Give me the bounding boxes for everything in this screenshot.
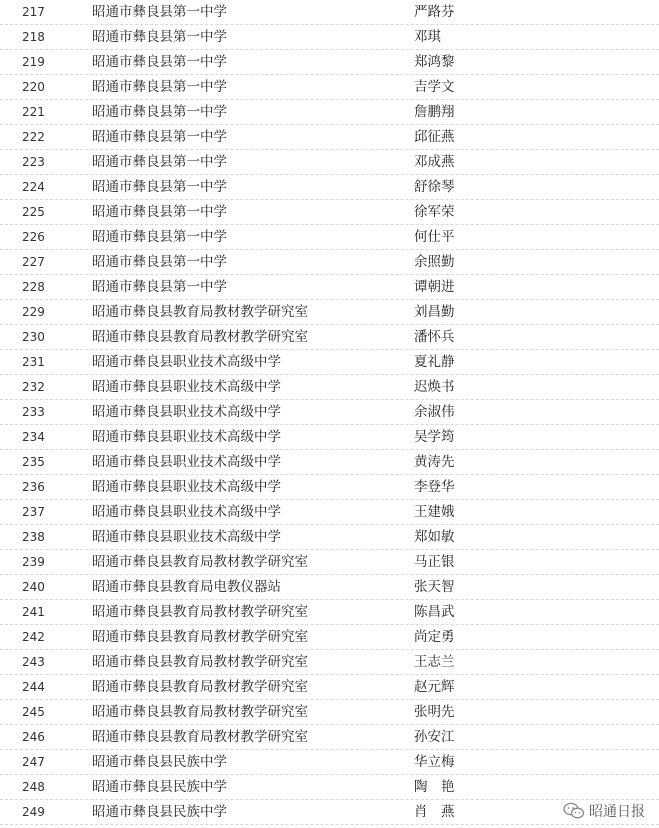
row-name: 余照勤 (414, 254, 455, 270)
row-number: 244 (22, 680, 45, 694)
row-unit: 昭通市彝良县教育局教材教学研究室 (92, 604, 308, 620)
table-row (0, 775, 659, 800)
row-number: 217 (22, 5, 45, 19)
row-name: 赵元辉 (414, 679, 455, 695)
row-unit: 昭通市彝良县教育局教材教学研究室 (92, 654, 308, 670)
row-unit: 昭通市彝良县职业技术高级中学 (92, 454, 281, 470)
row-unit: 昭通市彝良县职业技术高级中学 (92, 479, 281, 495)
row-unit: 昭通市彝良县教育局教材教学研究室 (92, 304, 308, 320)
table-row (0, 675, 659, 700)
row-unit: 昭通市彝良县民族中学 (92, 779, 227, 795)
table-row (0, 700, 659, 725)
table-row (0, 725, 659, 750)
row-name: 王建娥 (414, 504, 455, 520)
row-unit: 昭通市彝良县教育局教材教学研究室 (92, 629, 308, 645)
row-number: 228 (22, 280, 45, 294)
row-number: 222 (22, 130, 45, 144)
table-row (0, 400, 659, 425)
table-row (0, 475, 659, 500)
row-unit: 昭通市彝良县民族中学 (92, 804, 227, 820)
row-number: 237 (22, 505, 45, 519)
row-number: 234 (22, 430, 45, 444)
row-number: 236 (22, 480, 45, 494)
row-name: 王志兰 (414, 654, 455, 670)
row-name: 郑鸿黎 (414, 54, 455, 70)
row-name: 余淑伟 (414, 404, 455, 420)
row-number: 230 (22, 330, 45, 344)
table-row (0, 500, 659, 525)
row-unit: 昭通市彝良县教育局教材教学研究室 (92, 554, 308, 570)
row-name: 邓琪 (414, 29, 441, 45)
row-unit: 昭通市彝良县第一中学 (92, 4, 227, 20)
row-number: 240 (22, 580, 45, 594)
row-unit: 昭通市彝良县教育局教材教学研究室 (92, 729, 308, 745)
row-unit: 昭通市彝良县职业技术高级中学 (92, 404, 281, 420)
row-unit: 昭通市彝良县第一中学 (92, 254, 227, 270)
table-row (0, 350, 659, 375)
row-unit: 昭通市彝良县职业技术高级中学 (92, 529, 281, 545)
row-name: 华立梅 (414, 754, 455, 770)
table-row (0, 200, 659, 225)
row-unit: 昭通市彝良县教育局教材教学研究室 (92, 704, 308, 720)
row-name: 夏礼静 (414, 354, 455, 370)
row-unit: 昭通市彝良县民族中学 (92, 754, 227, 770)
row-number: 220 (22, 80, 45, 94)
row-name: 陶 艳 (414, 779, 455, 795)
row-unit: 昭通市彝良县第一中学 (92, 79, 227, 95)
row-name: 何仕平 (414, 229, 455, 245)
row-unit: 昭通市彝良县第一中学 (92, 204, 227, 220)
row-number: 239 (22, 555, 45, 569)
row-name: 潘怀兵 (414, 329, 455, 345)
table-row (0, 325, 659, 350)
table-row (0, 425, 659, 450)
table-row (0, 525, 659, 550)
table-row (0, 25, 659, 50)
row-unit: 昭通市彝良县职业技术高级中学 (92, 504, 281, 520)
row-number: 246 (22, 730, 45, 744)
table-row (0, 550, 659, 575)
row-unit: 昭通市彝良县职业技术高级中学 (92, 429, 281, 445)
row-unit: 昭通市彝良县第一中学 (92, 229, 227, 245)
watermark (563, 800, 645, 822)
row-name: 张天智 (414, 579, 455, 595)
table-row (0, 575, 659, 600)
row-unit: 昭通市彝良县第一中学 (92, 154, 227, 170)
row-name: 李登华 (414, 479, 455, 495)
table-row (0, 650, 659, 675)
row-name: 孙安江 (414, 729, 455, 745)
row-unit: 昭通市彝良县第一中学 (92, 179, 227, 195)
row-name: 邓成燕 (414, 154, 455, 170)
table-row (0, 175, 659, 200)
table-row (0, 625, 659, 650)
row-unit: 昭通市彝良县第一中学 (92, 29, 227, 45)
row-name: 吴学筠 (414, 429, 455, 445)
row-unit: 昭通市彝良县教育局电教仪器站 (92, 579, 281, 595)
row-number: 243 (22, 655, 45, 669)
row-name: 徐军荣 (414, 204, 455, 220)
row-number: 241 (22, 605, 45, 619)
row-unit: 昭通市彝良县教育局教材教学研究室 (92, 679, 308, 695)
row-number: 229 (22, 305, 45, 319)
table-row (0, 250, 659, 275)
row-name: 尚定勇 (414, 629, 455, 645)
row-number: 227 (22, 255, 45, 269)
row-number: 238 (22, 530, 45, 544)
row-number: 226 (22, 230, 45, 244)
row-number: 231 (22, 355, 45, 369)
row-name: 严路芬 (414, 4, 455, 20)
row-unit: 昭通市彝良县第一中学 (92, 129, 227, 145)
table-row (0, 225, 659, 250)
row-name: 张明先 (414, 704, 455, 720)
table-row (0, 800, 659, 825)
row-unit: 昭通市彝良县职业技术高级中学 (92, 379, 281, 395)
row-unit: 昭通市彝良县教育局教材教学研究室 (92, 329, 308, 345)
table-row (0, 275, 659, 300)
row-number: 223 (22, 155, 45, 169)
table-row (0, 150, 659, 175)
row-name: 谭朝进 (414, 279, 455, 295)
row-unit: 昭通市彝良县职业技术高级中学 (92, 354, 281, 370)
row-unit: 昭通市彝良县第一中学 (92, 279, 227, 295)
table-row (0, 750, 659, 775)
table-row (0, 375, 659, 400)
row-name: 舒徐琴 (414, 179, 455, 195)
row-name: 陈昌武 (414, 604, 455, 620)
table-row (0, 600, 659, 625)
row-number: 233 (22, 405, 45, 419)
row-number: 248 (22, 780, 45, 794)
row-name: 刘昌勤 (414, 304, 455, 320)
table-row (0, 125, 659, 150)
table-row (0, 450, 659, 475)
row-number: 225 (22, 205, 45, 219)
wechat-icon (563, 802, 585, 820)
row-number: 218 (22, 30, 45, 44)
row-number: 224 (22, 180, 45, 194)
row-number: 242 (22, 630, 45, 644)
row-number: 219 (22, 55, 45, 69)
row-number: 232 (22, 380, 45, 394)
row-name: 马正银 (414, 554, 455, 570)
table-row (0, 100, 659, 125)
row-number: 249 (22, 805, 45, 819)
row-unit: 昭通市彝良县第一中学 (92, 54, 227, 70)
row-number: 247 (22, 755, 45, 769)
row-unit: 昭通市彝良县第一中学 (92, 104, 227, 120)
row-number: 221 (22, 105, 45, 119)
table-row (0, 50, 659, 75)
row-number: 245 (22, 705, 45, 719)
row-number: 235 (22, 455, 45, 469)
row-name: 迟焕书 (414, 379, 455, 395)
row-name: 黄涛先 (414, 454, 455, 470)
row-name: 詹鹏翔 (414, 104, 455, 120)
row-name: 邱征燕 (414, 129, 455, 145)
row-name: 肖 燕 (414, 804, 455, 820)
watermark-text: 昭通日报 (589, 804, 645, 820)
table-row (0, 75, 659, 100)
row-name: 吉学文 (414, 79, 455, 95)
table-row (0, 300, 659, 325)
row-name: 郑如敏 (414, 529, 455, 545)
table-row (0, 0, 659, 25)
